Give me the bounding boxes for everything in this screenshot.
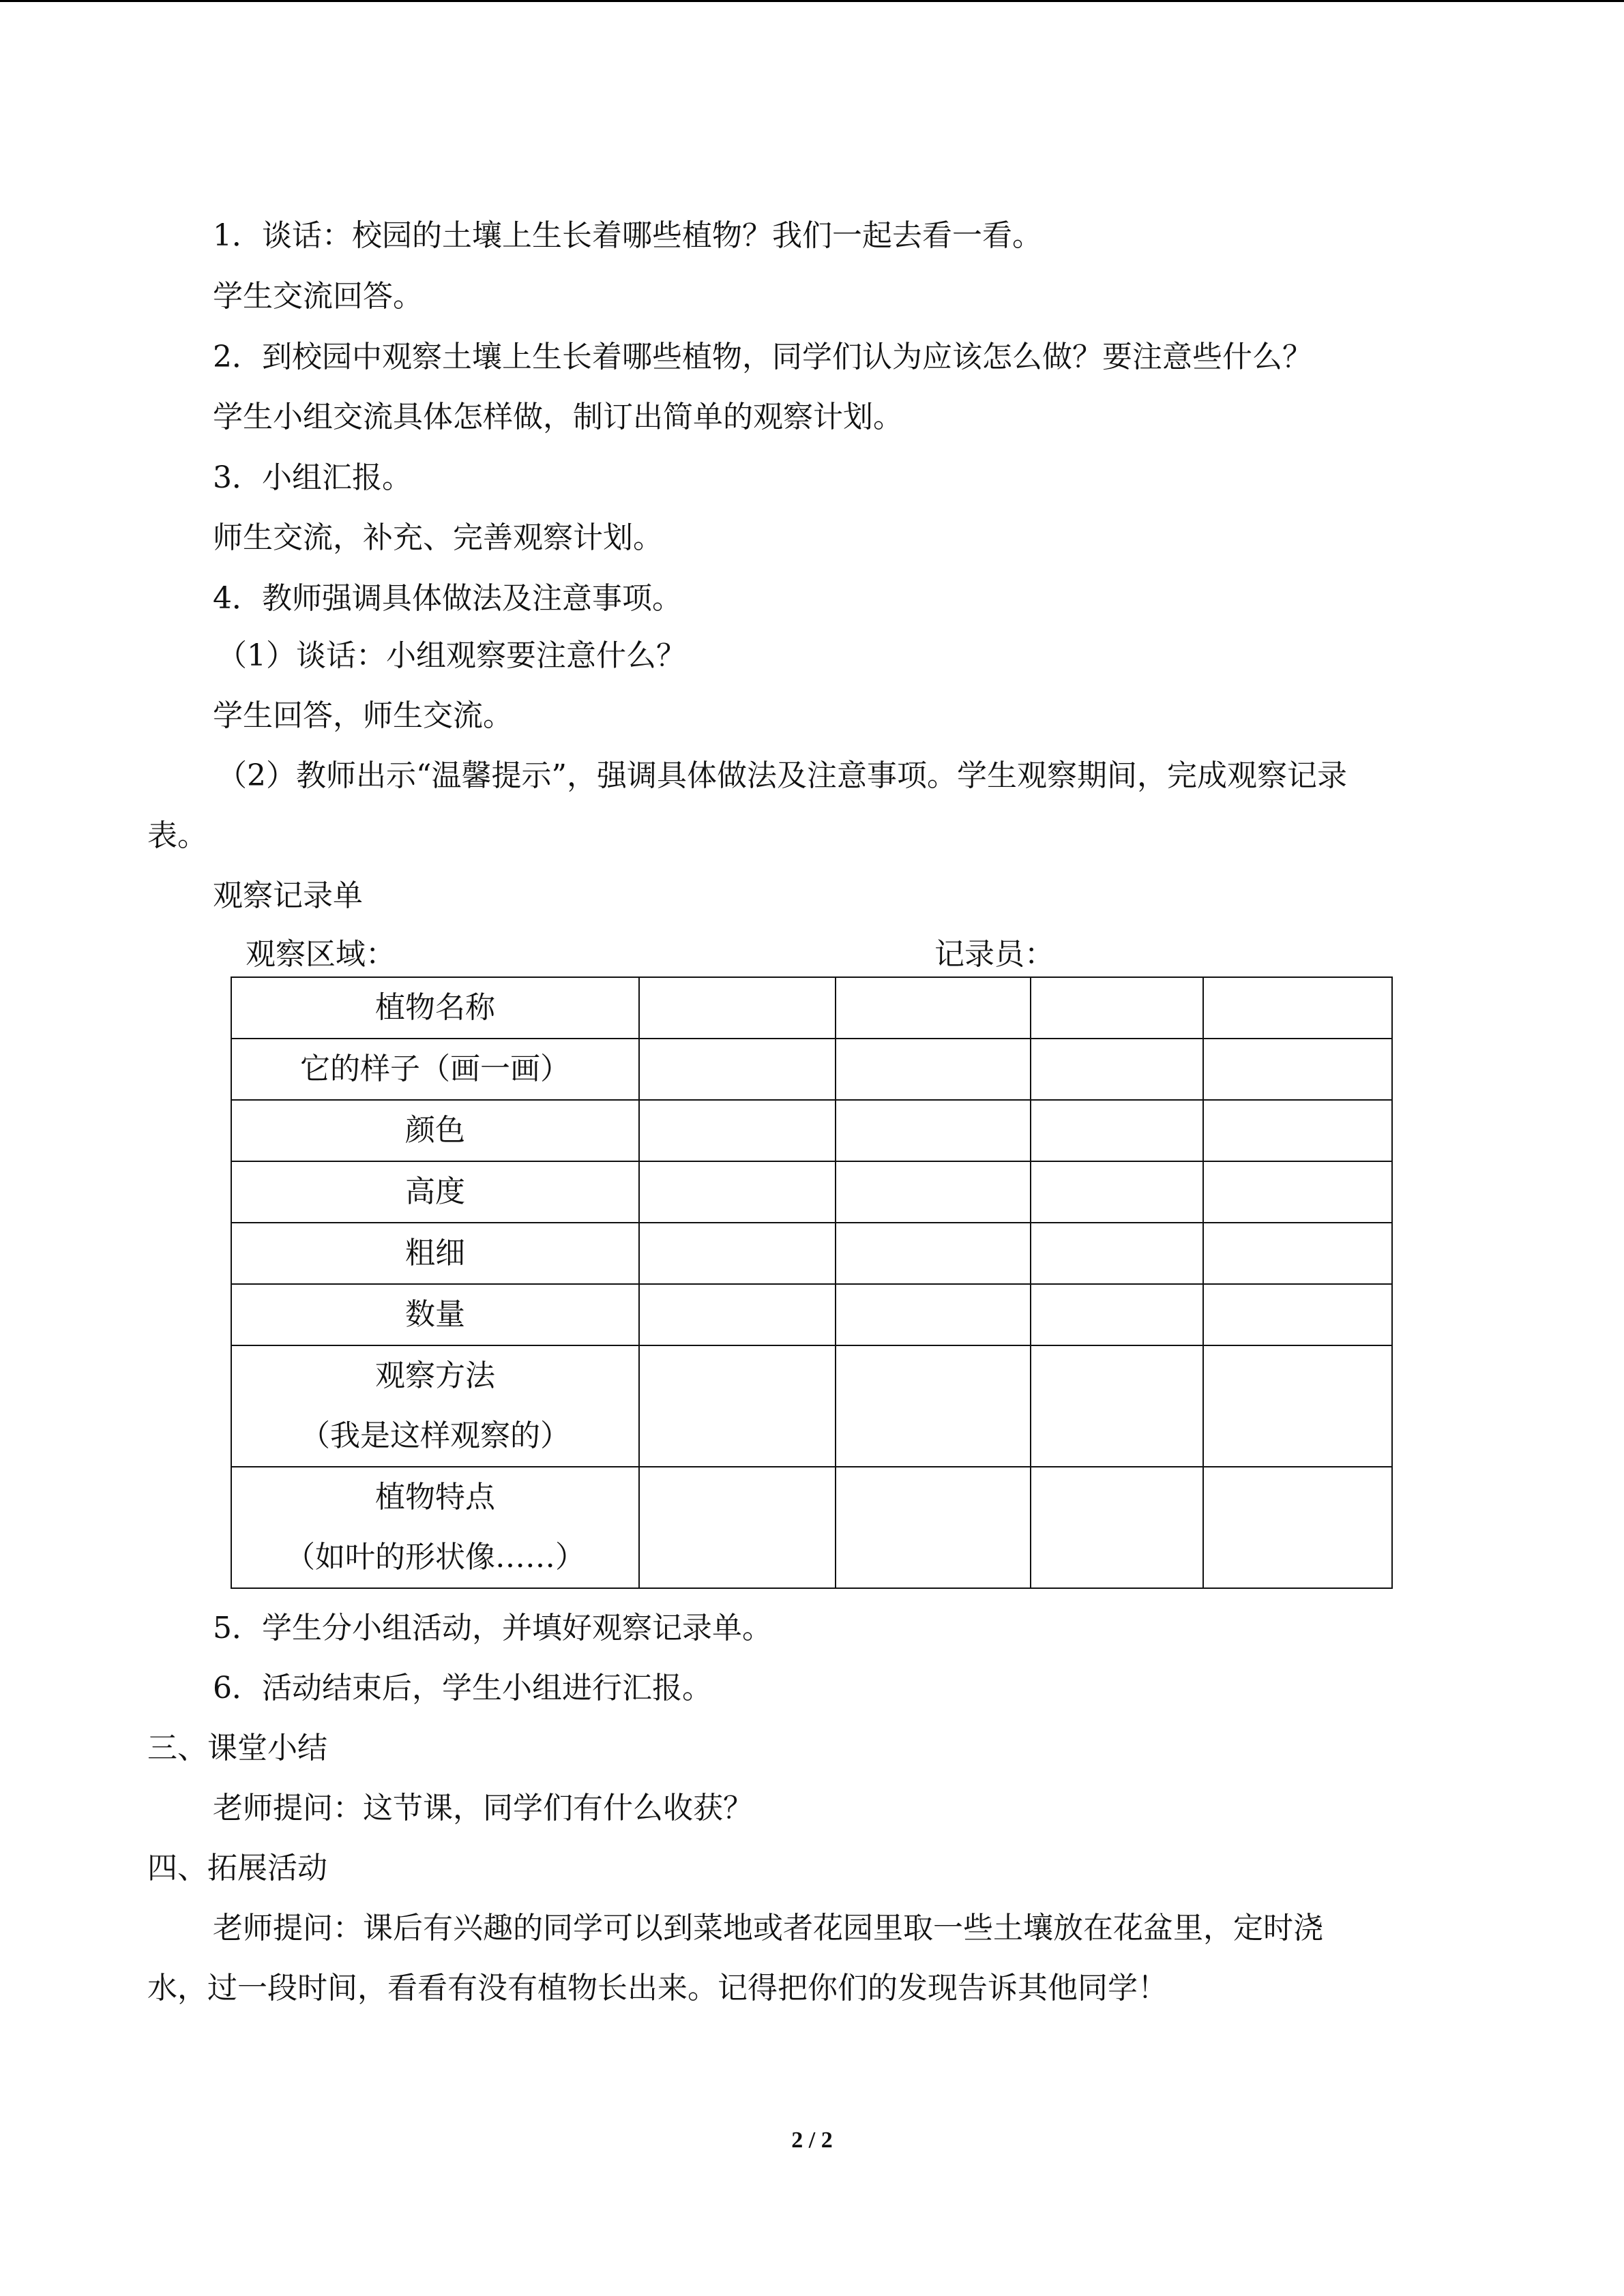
- paragraph: 学生交流回答。: [213, 279, 423, 314]
- paragraph: 学生回答，师生交流。: [213, 698, 513, 733]
- row-label-line2: （我是这样观察的）: [300, 1418, 570, 1453]
- recorder-label: 记录员：: [934, 937, 1054, 972]
- row-label-line1: 观察方法: [375, 1358, 495, 1393]
- paragraph: 4．教师强调具体做法及注意事项。: [213, 581, 682, 616]
- table-cell: [1031, 1100, 1203, 1161]
- paragraph: 1．谈话：校园的土壤上生长着哪些植物？我们一起去看一看。: [213, 218, 1042, 253]
- table-cell: [639, 1039, 836, 1100]
- table-cell: [836, 977, 1031, 1039]
- row-label: [231, 1467, 639, 1588]
- paragraph: 5．学生分小组活动，并填好观察记录单。: [213, 1611, 772, 1645]
- table-cell: [1031, 1345, 1203, 1467]
- table-cell: [836, 1284, 1031, 1345]
- table-cell: [1031, 1223, 1203, 1284]
- table-cell: [1203, 1467, 1392, 1588]
- table-row: [231, 1100, 1392, 1161]
- paragraph: （1）谈话：小组观察要注意什么？: [217, 638, 686, 673]
- section-heading: 三、课堂小结: [147, 1731, 327, 1765]
- table-cell: [1203, 1284, 1392, 1345]
- paragraph: 2．到校园中观察土壤上生长着哪些植物，同学们认为应该怎么做？要注意些什么？: [213, 340, 1312, 374]
- row-label: 数量: [231, 1284, 639, 1345]
- paragraph: 师生交流，补充、完善观察计划。: [213, 520, 663, 555]
- table-row: [231, 1223, 1392, 1284]
- table-cell: [1203, 1100, 1392, 1161]
- record-sheet-title: 观察记录单: [213, 878, 363, 913]
- paragraph: 6．活动结束后，学生小组进行汇报。: [213, 1671, 712, 1705]
- row-label: 它的样子（画一画）: [231, 1039, 639, 1100]
- table-cell: [836, 1039, 1031, 1100]
- table-cell: [1203, 1345, 1392, 1467]
- row-label-line1: 植物特点: [375, 1480, 495, 1515]
- table-cell: [1031, 1039, 1203, 1100]
- paragraph: 3．小组汇报。: [213, 460, 412, 495]
- table-cell: [1203, 1039, 1392, 1100]
- table-row: [231, 1284, 1392, 1345]
- table-row: [231, 977, 1392, 1039]
- table-cell: [1203, 1161, 1392, 1223]
- table-cell: [1031, 1284, 1203, 1345]
- section-heading: 四、拓展活动: [147, 1851, 327, 1885]
- paragraph: 水，过一段时间，看看有没有植物长出来。记得把你们的发现告诉其他同学！: [147, 1971, 1168, 2006]
- row-label: 高度: [231, 1161, 639, 1223]
- table-row: [231, 1467, 1392, 1588]
- paragraph: 老师提问：课后有兴趣的同学可以到菜地或者花园里取一些土壤放在花盆里，定时浇: [213, 1911, 1323, 1945]
- table-cell: [639, 977, 836, 1039]
- observation-area-label: 观察区域：: [246, 937, 396, 972]
- table-cell: [639, 1223, 836, 1284]
- table-cell: [836, 1223, 1031, 1284]
- table-cell: [1031, 1467, 1203, 1588]
- row-label: 植物名称: [231, 977, 639, 1039]
- top-border: [0, 0, 1624, 2]
- row-label: 粗细: [231, 1223, 639, 1284]
- table-cell: [836, 1100, 1031, 1161]
- paragraph: 表。: [147, 818, 207, 853]
- observation-record-table: [231, 976, 1393, 1589]
- table-cell: [639, 1100, 836, 1161]
- row-label: [231, 1345, 639, 1467]
- table-cell: [639, 1467, 836, 1588]
- row-label: 颜色: [231, 1100, 639, 1161]
- paragraph: 老师提问：这节课，同学们有什么收获？: [213, 1791, 753, 1825]
- table-cell: [1203, 977, 1392, 1039]
- table-row: [231, 1161, 1392, 1223]
- paragraph: （2）教师出示“温馨提示”，强调具体做法及注意事项。学生观察期间，完成观察记录: [217, 758, 1347, 793]
- table-cell: [639, 1284, 836, 1345]
- table-cell: [1203, 1223, 1392, 1284]
- row-label-line2: （如叶的形状像……）: [285, 1540, 585, 1575]
- page-number: 2 / 2: [791, 2128, 833, 2153]
- table-cell: [836, 1161, 1031, 1223]
- table-row: [231, 1039, 1392, 1100]
- table-cell: [1031, 977, 1203, 1039]
- table-cell: [639, 1345, 836, 1467]
- table-cell: [836, 1467, 1031, 1588]
- table-cell: [639, 1161, 836, 1223]
- table-row: [231, 1345, 1392, 1467]
- table-cell: [836, 1345, 1031, 1467]
- table-cell: [1031, 1161, 1203, 1223]
- paragraph: 学生小组交流具体怎样做，制订出简单的观察计划。: [213, 400, 903, 434]
